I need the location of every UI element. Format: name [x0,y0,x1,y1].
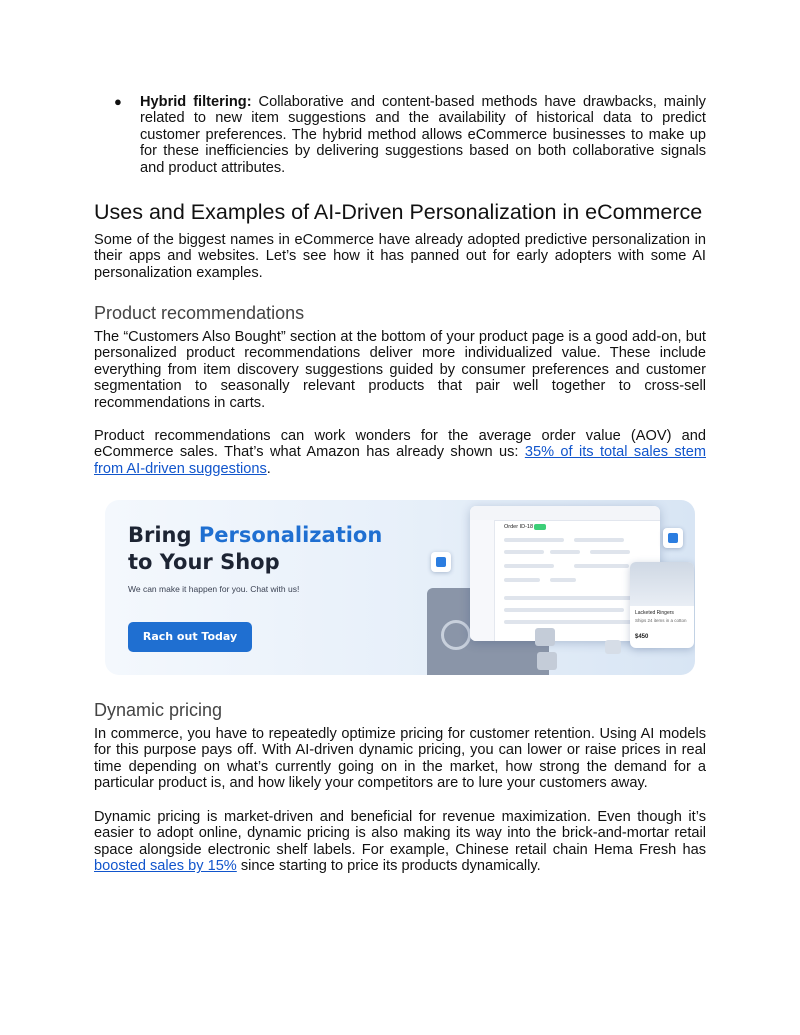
section-heading: Uses and Examples of AI-Driven Personalization in eCommerce [94,200,703,224]
banner-title-bring: Bring [128,523,199,547]
hema-fresh-link[interactable]: boosted sales by 15% [94,858,237,875]
dynamic-pricing-para1: In commerce, you have to repeatedly optimize pricing for customer retention. Using AI models for this purpose pays off. With AI-driven dynamic pricing, you can lower or raise prices in real time depending on what’s currently going on in the market, how strong the demand for a particular product is, and how likely your competitors are to lure your customers away. [94,726,706,792]
mock-order-title: Order ID-18 [504,524,534,530]
dp-para2-text: Dynamic pricing is market-driven and beneficial for revenue maximization. Even though it’s easier to adopt online, dynamic pricing is also making its way into the brick-and-mortar retail space alongside electronic shelf labels. For example, Chinese retail chain Hema Fresh has [94,809,706,858]
store-icon [431,552,451,572]
dp-para2-end: since starting to price its products dynamically. [236,858,541,875]
mock-line [504,620,634,624]
banner-title-line2: to Your Shop [128,550,280,574]
mock-logo-icon [441,620,471,650]
mock-line [574,564,629,568]
bullet-text [140,94,706,176]
product-recommendations-para2 [94,428,706,477]
mock-line [550,550,580,554]
product-recommendations-heading: Product recommendations [94,303,305,323]
mock-product-image [630,562,694,606]
product-recommendations-para1: The “Customers Also Bought” section at the bottom of your product page is a good add-on, but personalized product recommendations deliver more individualized value. These include everything from item discovery suggestions guided by consumer preferences and customer segmentation to seasonally relevant products that pair well together to cross-sell recommendations in carts. [94,329,706,411]
mock-line [504,596,644,600]
para2-text: Product recommendations can work wonders for the average order value (AOV) and eCommerce sales. That’s what Amazon has already shown us: [94,428,706,461]
banner-title [128,522,382,576]
dynamic-pricing-para2 [94,809,706,875]
mock-thumbnail [605,640,621,654]
mock-line [504,578,540,582]
banner-mock-product-card [630,562,694,648]
section-intro: Some of the biggest names in eCommerce have already adopted predictive personalization in their apps and websites. Let’s see how it has panned out for early adopters with some AI personalization examples. [94,232,706,281]
bullet-hybrid-filtering [114,94,706,176]
banner-subtitle: We can make it happen for you. Chat with us! [128,584,300,594]
dynamic-pricing-heading: Dynamic pricing [94,700,223,720]
banner-title-highlight: Personalization [198,523,383,547]
mock-window-sidebar [470,520,495,641]
mock-line [590,550,630,554]
reach-out-button[interactable]: Rach out Today [128,622,252,652]
mock-window-bar [470,506,660,521]
mock-thumbnail [537,652,557,670]
mock-card-title: Lacketed Ringers [635,610,674,616]
mock-thumbnail [535,628,555,646]
bullet-marker: ● [114,94,122,109]
mock-line [550,578,576,582]
mock-card-price: $450 [635,634,649,640]
mock-line [504,550,544,554]
amazon-sales-link[interactable]: 35% of its total sales stem from AI-driven suggestions [94,444,706,477]
bullet-term: Hybrid filtering: [140,94,252,110]
mock-card-subtitle: Ships 24 items in a cotton [635,618,687,623]
mock-line [504,538,564,542]
cart-icon [663,528,683,548]
mock-line [574,538,624,542]
personalization-banner[interactable] [105,500,695,675]
mock-line [504,608,624,612]
mock-status-tag [534,524,546,530]
mock-line [504,564,554,568]
bullet-body: Collaborative and content-based methods have drawbacks, mainly related to new item suggestions and the availability of historical data to predict customer preferences. The hybrid method allows eCommerce businesses to make up for these inefficiencies by delivering suggestions based on both collaborative signals and product attributes. [140,94,706,176]
para2-end: . [266,460,271,477]
